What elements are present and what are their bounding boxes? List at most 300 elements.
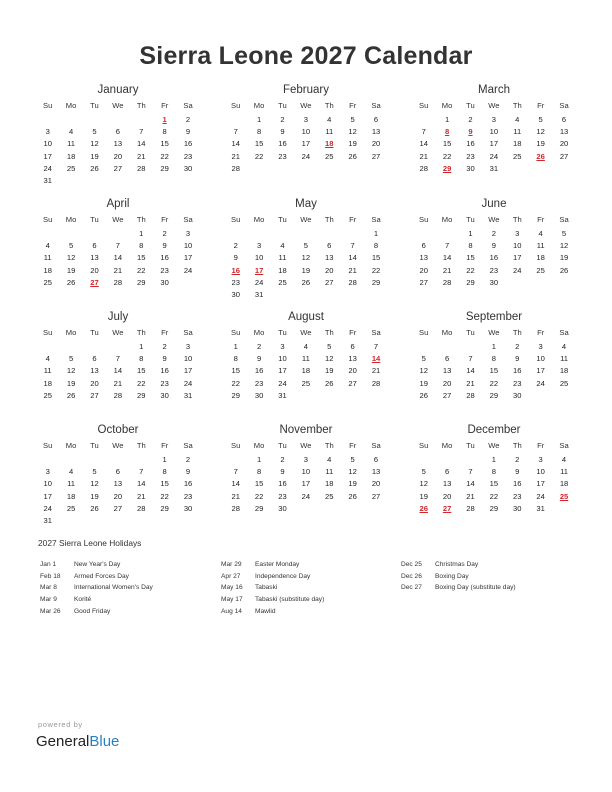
- day-cell: 13: [442, 479, 452, 489]
- day-cell: 7: [444, 241, 450, 251]
- day-cell: 13: [371, 127, 381, 137]
- day-cell: 19: [66, 378, 76, 388]
- day-cell: 3: [45, 127, 50, 137]
- brand-general: General: [36, 733, 90, 750]
- holiday-date: Aug 14: [221, 607, 242, 615]
- day-cell: 15: [231, 366, 240, 376]
- day-cell: 1: [139, 229, 144, 238]
- weekday-header: Th: [512, 441, 522, 450]
- day-cell: 15: [160, 479, 169, 489]
- day-cell: 5: [68, 241, 74, 251]
- day-cell: 6: [421, 241, 426, 251]
- weekday-header: Su: [43, 101, 53, 110]
- day-cell: 10: [301, 127, 311, 137]
- month-name: November: [279, 424, 333, 436]
- day-cell: 10: [513, 241, 522, 251]
- empty-day-cell: [224, 454, 247, 466]
- day-cell: 15: [442, 139, 452, 149]
- holiday-day-cell: 16: [231, 265, 240, 275]
- day-cell: 18: [66, 491, 76, 501]
- holiday-item: [221, 594, 396, 606]
- weekday-header: Tu: [90, 215, 99, 224]
- day-cell: 26: [301, 277, 311, 287]
- holiday-item: [40, 571, 215, 583]
- day-cell: 3: [45, 467, 50, 477]
- day-cell: 10: [254, 253, 264, 263]
- weekday-header: Sa: [559, 441, 569, 450]
- weekday-header: Su: [231, 441, 241, 450]
- day-cell: 25: [301, 378, 311, 388]
- day-cell: 5: [350, 455, 355, 464]
- empty-day-cell: [529, 390, 552, 402]
- day-cell: 4: [327, 455, 332, 464]
- day-cell: 15: [254, 139, 264, 149]
- holiday-item: [40, 582, 215, 594]
- empty-day-cell: [271, 163, 294, 175]
- day-cell: 20: [442, 491, 452, 501]
- holiday-name: Tabaski (substitute day): [255, 596, 325, 604]
- day-cell: 25: [43, 277, 52, 287]
- day-cell: 1: [256, 115, 262, 124]
- empty-day-cell: [130, 454, 153, 466]
- day-cell: 23: [254, 378, 264, 388]
- empty-day-cell: [153, 515, 176, 527]
- day-cell: 3: [280, 342, 285, 351]
- day-cell: 3: [256, 241, 262, 251]
- day-cell: 31: [43, 515, 52, 525]
- empty-day-cell: [364, 163, 387, 175]
- empty-day-cell: [318, 289, 341, 301]
- month-days-grid: [36, 100, 200, 187]
- month-name: September: [465, 311, 523, 323]
- day-cell: 20: [371, 139, 381, 149]
- day-cell: 7: [468, 354, 473, 364]
- day-cell: 23: [160, 378, 169, 388]
- day-cell: 21: [348, 265, 357, 275]
- day-cell: 2: [185, 115, 191, 124]
- holiday-day-cell: 26: [536, 151, 545, 161]
- day-cell: 6: [115, 127, 120, 137]
- day-cell: 6: [561, 115, 567, 124]
- day-cell: 30: [489, 277, 499, 287]
- day-cell: 13: [348, 354, 357, 364]
- day-cell: 8: [162, 127, 167, 137]
- day-cell: 16: [513, 479, 522, 489]
- weekday-header: Su: [419, 441, 429, 450]
- empty-day-cell: [83, 175, 106, 187]
- weekday-header: Th: [512, 328, 522, 337]
- month-days-grid: [36, 327, 200, 402]
- day-cell: 17: [489, 139, 499, 149]
- month-days-grid: [412, 440, 576, 515]
- day-cell: 2: [468, 115, 473, 124]
- weekday-header: Su: [43, 215, 53, 224]
- empty-day-cell: [318, 390, 341, 402]
- holiday-item: [40, 594, 215, 606]
- day-cell: 8: [256, 127, 262, 137]
- weekday-header: We: [488, 441, 500, 450]
- day-cell: 16: [160, 253, 169, 263]
- month-october: [36, 422, 200, 527]
- day-cell: 6: [444, 354, 450, 364]
- empty-day-cell: [59, 515, 82, 527]
- day-cell: 1: [233, 342, 238, 351]
- day-cell: 31: [43, 175, 52, 185]
- day-cell: 8: [468, 241, 473, 251]
- day-cell: 2: [162, 342, 167, 351]
- day-cell: 11: [43, 253, 52, 263]
- month-name: January: [97, 84, 139, 96]
- day-cell: 23: [513, 378, 522, 388]
- empty-day-cell: [106, 114, 129, 126]
- empty-day-cell: [294, 289, 317, 301]
- day-cell: 5: [68, 354, 74, 364]
- month-july: [36, 309, 200, 402]
- weekday-header: Tu: [278, 215, 287, 224]
- day-cell: 15: [371, 253, 381, 263]
- day-cell: 16: [466, 139, 475, 149]
- empty-day-cell: [59, 341, 82, 353]
- month-days-grid: [36, 440, 200, 527]
- day-cell: 14: [419, 139, 428, 149]
- empty-day-cell: [318, 503, 341, 515]
- empty-day-cell: [106, 175, 129, 187]
- day-cell: 12: [66, 253, 76, 263]
- day-cell: 13: [559, 127, 569, 137]
- holiday-name: Boxing Day (substitute day): [435, 584, 516, 592]
- day-cell: 12: [348, 467, 357, 477]
- powered-by-text: powered by: [38, 720, 83, 729]
- day-cell: 8: [256, 467, 262, 477]
- month-name: July: [107, 311, 129, 323]
- day-cell: 24: [301, 491, 311, 501]
- weekday-header: Th: [324, 101, 334, 110]
- day-cell: 17: [536, 366, 545, 376]
- day-cell: 5: [350, 115, 355, 124]
- day-cell: 23: [489, 265, 499, 275]
- holiday-name: Armed Forces Day: [74, 572, 129, 580]
- day-cell: 27: [559, 151, 569, 161]
- weekday-header: Th: [512, 215, 522, 224]
- day-cell: 25: [513, 151, 522, 161]
- day-cell: 8: [139, 354, 144, 364]
- day-cell: 22: [489, 378, 499, 388]
- empty-day-cell: [364, 503, 387, 515]
- empty-day-cell: [247, 163, 270, 175]
- weekday-header: Su: [419, 328, 429, 337]
- holiday-date: Feb 18: [40, 572, 61, 580]
- day-cell: 25: [325, 151, 334, 161]
- empty-day-cell: [412, 114, 435, 126]
- day-cell: 27: [442, 390, 452, 400]
- day-cell: 9: [280, 127, 285, 137]
- day-cell: 24: [513, 265, 522, 275]
- day-cell: 24: [183, 265, 193, 275]
- weekday-header: Th: [324, 215, 334, 224]
- day-cell: 26: [325, 378, 334, 388]
- empty-day-cell: [59, 175, 82, 187]
- day-cell: 20: [559, 139, 569, 149]
- day-cell: 18: [278, 265, 287, 275]
- day-cell: 4: [68, 127, 74, 137]
- empty-day-cell: [247, 228, 270, 240]
- day-cell: 4: [327, 115, 332, 124]
- day-cell: 8: [162, 467, 167, 477]
- day-cell: 10: [43, 479, 52, 489]
- day-cell: 3: [185, 342, 191, 351]
- empty-day-cell: [341, 163, 364, 175]
- day-cell: 24: [183, 378, 193, 388]
- day-cell: 18: [559, 479, 569, 489]
- holiday-day-cell: 17: [254, 265, 264, 275]
- day-cell: 27: [90, 390, 99, 400]
- day-cell: 18: [301, 366, 311, 376]
- day-cell: 27: [348, 378, 357, 388]
- day-cell: 24: [536, 491, 545, 501]
- generalblue-logo[interactable]: [36, 733, 119, 750]
- day-cell: 5: [303, 241, 308, 251]
- empty-day-cell: [435, 454, 458, 466]
- weekday-header: Su: [231, 215, 241, 224]
- weekday-header: Mo: [253, 215, 265, 224]
- empty-day-cell: [294, 163, 317, 175]
- day-cell: 27: [113, 503, 123, 513]
- weekday-header: Sa: [371, 328, 381, 337]
- holiday-day-cell: 27: [90, 277, 99, 287]
- weekday-header: Mo: [65, 328, 77, 337]
- day-cell: 24: [43, 503, 52, 513]
- holiday-item: [401, 571, 576, 583]
- day-cell: 2: [185, 455, 191, 464]
- day-cell: 8: [373, 241, 379, 251]
- day-cell: 27: [371, 491, 381, 501]
- day-cell: 17: [278, 366, 287, 376]
- day-cell: 22: [466, 265, 475, 275]
- day-cell: 2: [515, 455, 520, 464]
- day-cell: 23: [513, 491, 522, 501]
- day-cell: 28: [466, 390, 475, 400]
- day-cell: 18: [559, 366, 569, 376]
- empty-day-cell: [176, 175, 199, 187]
- holiday-day-cell: 27: [442, 503, 452, 513]
- day-cell: 3: [303, 115, 308, 124]
- empty-day-cell: [130, 114, 153, 126]
- empty-day-cell: [106, 454, 129, 466]
- empty-day-cell: [506, 277, 529, 289]
- day-cell: 5: [421, 467, 426, 477]
- day-cell: 19: [419, 378, 428, 388]
- day-cell: 11: [325, 467, 334, 477]
- month-may: [224, 196, 388, 301]
- day-cell: 29: [489, 390, 499, 400]
- day-cell: 11: [278, 253, 287, 263]
- weekday-header: Th: [324, 328, 334, 337]
- day-cell: 26: [66, 277, 76, 287]
- day-cell: 12: [536, 127, 545, 137]
- weekday-header: We: [300, 441, 312, 450]
- day-cell: 30: [278, 503, 287, 513]
- day-cell: 11: [325, 127, 334, 137]
- empty-day-cell: [224, 114, 247, 126]
- day-cell: 11: [301, 354, 310, 364]
- day-cell: 26: [90, 163, 99, 173]
- empty-day-cell: [59, 454, 82, 466]
- weekday-header: Th: [136, 441, 146, 450]
- day-cell: 14: [113, 253, 123, 263]
- month-name: October: [97, 424, 139, 436]
- day-cell: 6: [92, 354, 97, 364]
- page-title: Sierra Leone 2027 Calendar: [139, 42, 473, 70]
- month-november: [224, 422, 388, 515]
- day-cell: 5: [538, 115, 543, 124]
- day-cell: 6: [373, 115, 379, 124]
- day-cell: 28: [371, 378, 381, 388]
- day-cell: 1: [491, 342, 496, 351]
- day-cell: 4: [561, 342, 567, 351]
- month-days-grid: [412, 327, 576, 402]
- holiday-date: Dec 26: [401, 572, 422, 580]
- weekday-header: Mo: [253, 441, 265, 450]
- empty-day-cell: [106, 228, 129, 240]
- empty-day-cell: [294, 228, 317, 240]
- holiday-item: [221, 571, 396, 583]
- month-september: [412, 309, 576, 402]
- day-cell: 5: [421, 354, 426, 364]
- month-name: May: [295, 198, 317, 210]
- day-cell: 10: [489, 127, 499, 137]
- day-cell: 2: [491, 229, 496, 238]
- holiday-name: Christmas Day: [435, 561, 479, 568]
- weekday-header: Tu: [466, 441, 475, 450]
- day-cell: 13: [90, 366, 99, 376]
- day-cell: 13: [325, 253, 334, 263]
- holiday-date: Mar 26: [40, 607, 61, 615]
- day-cell: 25: [43, 390, 52, 400]
- weekday-header: Th: [136, 101, 146, 110]
- day-cell: 28: [466, 503, 475, 513]
- empty-day-cell: [130, 175, 153, 187]
- holiday-day-cell: 25: [559, 491, 569, 501]
- day-cell: 11: [43, 366, 52, 376]
- day-cell: 14: [231, 139, 240, 149]
- day-cell: 26: [419, 390, 428, 400]
- day-cell: 23: [183, 151, 193, 161]
- day-cell: 30: [513, 503, 522, 513]
- holiday-date: Mar 8: [40, 584, 57, 592]
- day-cell: 22: [254, 491, 264, 501]
- weekday-header: Th: [512, 101, 522, 110]
- weekday-header: Sa: [183, 215, 193, 224]
- holiday-day-cell: 14: [371, 354, 381, 364]
- day-cell: 30: [254, 390, 264, 400]
- holiday-name: Mawlid: [255, 607, 276, 615]
- day-cell: 22: [489, 491, 499, 501]
- day-cell: 13: [371, 467, 381, 477]
- day-cell: 7: [115, 241, 120, 251]
- empty-day-cell: [506, 163, 529, 175]
- day-cell: 20: [90, 378, 99, 388]
- empty-day-cell: [552, 277, 575, 289]
- weekday-header: Tu: [466, 101, 475, 110]
- day-cell: 31: [489, 163, 499, 173]
- holiday-item: [40, 606, 215, 618]
- day-cell: 12: [325, 354, 334, 364]
- day-cell: 20: [113, 491, 123, 501]
- weekday-header: Sa: [559, 101, 569, 110]
- day-cell: 31: [254, 289, 264, 299]
- day-cell: 23: [231, 277, 240, 287]
- month-february: [224, 82, 388, 175]
- day-cell: 29: [371, 277, 381, 287]
- holiday-date: May 16: [221, 584, 243, 592]
- empty-day-cell: [552, 390, 575, 402]
- month-name: June: [481, 198, 507, 210]
- weekday-header: Fr: [349, 101, 357, 110]
- weekday-header: We: [112, 441, 124, 450]
- day-cell: 22: [137, 378, 146, 388]
- holiday-name: Good Friday: [74, 607, 111, 615]
- month-days-grid: [224, 214, 388, 301]
- day-cell: 5: [561, 229, 567, 238]
- day-cell: 20: [90, 265, 99, 275]
- day-cell: 18: [325, 479, 334, 489]
- day-cell: 16: [278, 139, 287, 149]
- holiday-name: Boxing Day: [435, 572, 469, 580]
- day-cell: 5: [92, 127, 97, 137]
- day-cell: 7: [233, 127, 238, 137]
- weekday-header: Sa: [371, 441, 381, 450]
- holiday-date: Jan 1: [40, 561, 57, 568]
- weekday-header: Mo: [441, 441, 453, 450]
- day-cell: 19: [419, 491, 428, 501]
- empty-day-cell: [106, 515, 129, 527]
- day-cell: 17: [183, 366, 193, 376]
- day-cell: 25: [66, 503, 76, 513]
- weekday-header: Fr: [349, 215, 357, 224]
- day-cell: 20: [113, 151, 123, 161]
- weekday-header: Fr: [161, 215, 169, 224]
- day-cell: 2: [280, 115, 285, 124]
- day-cell: 31: [278, 390, 287, 400]
- month-days-grid: [412, 100, 576, 175]
- month-days-grid: [224, 327, 388, 402]
- day-cell: 14: [348, 253, 357, 263]
- day-cell: 18: [66, 151, 76, 161]
- day-cell: 12: [90, 139, 99, 149]
- day-cell: 11: [560, 354, 568, 364]
- day-cell: 8: [491, 354, 496, 364]
- day-cell: 22: [137, 265, 146, 275]
- day-cell: 2: [280, 455, 285, 464]
- holiday-day-cell: 8: [444, 127, 450, 137]
- holiday-day-cell: 1: [162, 115, 167, 124]
- day-cell: 20: [442, 378, 452, 388]
- holiday-item: [401, 559, 576, 571]
- day-cell: 16: [183, 479, 193, 489]
- empty-day-cell: [435, 341, 458, 353]
- weekday-header: Tu: [278, 101, 287, 110]
- weekday-header: Fr: [537, 328, 545, 337]
- holiday-item: [221, 582, 396, 594]
- day-cell: 19: [301, 265, 311, 275]
- day-cell: 29: [466, 277, 475, 287]
- day-cell: 13: [442, 366, 452, 376]
- day-cell: 9: [185, 467, 191, 477]
- day-cell: 25: [325, 491, 334, 501]
- day-cell: 17: [43, 491, 52, 501]
- day-cell: 14: [231, 479, 240, 489]
- day-cell: 13: [419, 253, 428, 263]
